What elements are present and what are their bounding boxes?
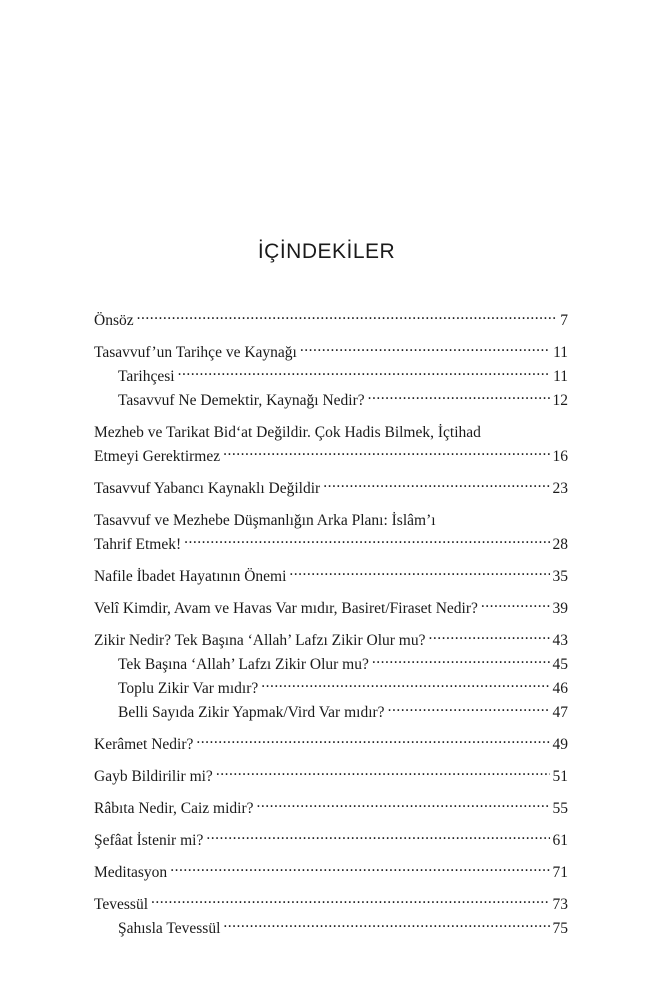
entry-text: Şefâat İstenir mi? [94,832,204,849]
page-number: 51 [552,768,568,785]
page-number: 12 [552,392,568,409]
page-number: 11 [553,368,568,385]
toc-title: İÇİNDEKİLER [257,240,396,263]
dot-leader [300,342,550,358]
page-number: 35 [552,568,568,585]
toc-subentry-tek-basina-allah[interactable] [94,653,568,677]
entry-text: Tarihçesi [118,368,175,385]
entry-text-line1: Tasavvuf ve Mezhebe Düşmanlığın Arka Planı: İslâm’ı [94,512,436,529]
page-number: 75 [552,920,568,937]
entry-text: Toplu Zikir Var mıdır? [118,680,259,697]
toc-subentry-tasavvuf-ne-demektir[interactable] [94,389,568,413]
toc-entry-keramet[interactable] [94,733,568,757]
entry-text: Önsöz [94,312,134,329]
entry-text: Tasavvuf’un Tarihçe ve Kaynağı [94,344,297,361]
entry-text: Şahısla Tevessül [118,920,221,937]
dot-leader [368,390,550,406]
page-number: 11 [553,344,568,361]
page-number: 28 [552,536,568,553]
entry-text: Velî Kimdir, Avam ve Havas Var mıdır, Basiret/Firaset Nedir? [94,600,478,617]
page-number: 61 [552,832,568,849]
page-number: 47 [552,704,568,721]
entry-text: Tasavvuf Yabancı Kaynaklı Değildir [94,480,321,497]
page-number: 45 [552,656,568,673]
toc-entry-rabita[interactable] [94,797,568,821]
entry-text: Gayb Bildirilir mi? [94,768,213,785]
entry-text: Meditasyon [94,864,168,881]
dot-leader [289,566,549,582]
dot-leader [216,766,550,782]
page-number: 39 [552,600,568,617]
toc-entry-veli-kimdir[interactable] [94,597,568,621]
toc-list [94,309,568,941]
page-number: 16 [552,448,568,465]
dot-leader [261,678,549,694]
toc-entry-yabanci-kaynakli[interactable] [94,477,568,501]
entry-text: Tek Başına ‘Allah’ Lafzı Zikir Olur mu? [118,656,369,673]
toc-entry-onsoz[interactable] [94,309,568,333]
toc-entry-gayb[interactable] [94,765,568,789]
toc-entry-mezheb-tarikat[interactable] [94,421,568,469]
page-number: 73 [552,896,568,913]
entry-text: Tevessül [94,896,149,913]
toc-entry-nafile-ibadet[interactable] [94,565,568,589]
toc-entry-tevessul[interactable] [94,893,568,917]
page-number: 55 [552,800,568,817]
dot-leader [196,734,549,750]
dot-leader [372,654,550,670]
toc-entry-tarihce-kaynak[interactable] [94,341,568,365]
dot-leader [223,918,549,934]
dot-leader [151,894,549,910]
entry-text: Râbıta Nedir, Caiz midir? [94,800,254,817]
dot-leader [178,366,550,382]
toc-subentry-toplu-zikir[interactable] [94,677,568,701]
page-number: 71 [552,864,568,881]
toc-entry-arka-plan[interactable] [94,509,568,557]
dot-leader [206,830,549,846]
entry-text: Zikir Nedir? Tek Başına ‘Allah’ Lafzı Zikir Olur mu? [94,632,426,649]
dot-leader [323,478,549,494]
toc-subentry-belli-sayida-zikir[interactable] [94,701,568,725]
toc-entry-sefaat[interactable] [94,829,568,853]
dot-leader [388,702,550,718]
toc-entry-meditasyon[interactable] [94,861,568,885]
entry-text: Etmeyi Gerektirmez [94,448,221,465]
dot-leader [481,598,550,614]
entry-text: Tahrif Etmek! [94,536,182,553]
dot-leader [137,310,558,326]
dot-leader [257,798,550,814]
dot-leader [223,446,549,462]
toc-entry-zikir-nedir[interactable] [94,629,568,653]
page-number: 7 [560,312,568,329]
toc-subentry-sahisla-tevessul[interactable] [94,917,568,941]
page-number: 43 [552,632,568,649]
entry-text-line1: Mezheb ve Tarikat Bid‘at Değildir. Çok Hadis Bilmek, İçtihad [94,424,481,441]
dot-leader [170,862,549,878]
page-number: 23 [552,480,568,497]
entry-text: Kerâmet Nedir? [94,736,194,753]
page-number: 46 [552,680,568,697]
page-number: 49 [552,736,568,753]
entry-text: Tasavvuf Ne Demektir, Kaynağı Nedir? [118,392,365,409]
toc-subentry-tarihcesi[interactable] [94,365,568,389]
entry-text: Nafile İbadet Hayatının Önemi [94,568,287,585]
dot-leader [184,534,549,550]
dot-leader [428,630,549,646]
entry-text: Belli Sayıda Zikir Yapmak/Vird Var mıdır? [118,704,385,721]
